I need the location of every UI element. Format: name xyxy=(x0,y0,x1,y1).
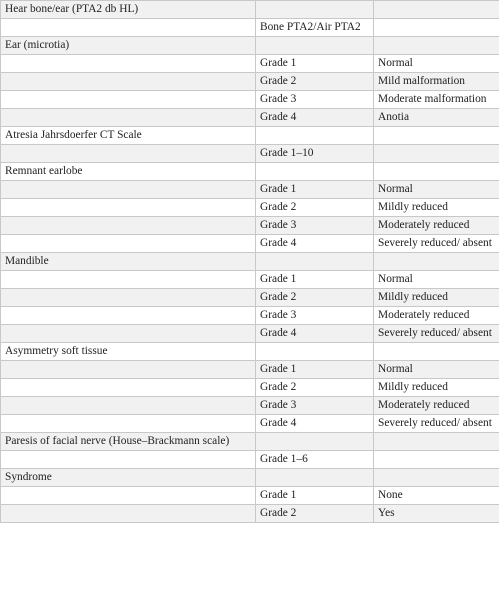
category-cell: Asymmetry soft tissue xyxy=(1,343,256,361)
grade-cell: Grade 4 xyxy=(256,325,374,343)
description-cell: Yes xyxy=(374,505,499,523)
grade-cell: Grade 2 xyxy=(256,505,374,523)
grade-cell: Bone PTA2/Air PTA2 xyxy=(256,19,374,37)
table-row xyxy=(1,235,499,253)
description-cell: Moderately reduced xyxy=(374,397,499,415)
description-cell xyxy=(374,469,499,487)
table-row xyxy=(1,1,499,19)
description-cell: Moderately reduced xyxy=(374,217,499,235)
description-cell xyxy=(374,1,499,19)
table-row xyxy=(1,343,499,361)
category-cell xyxy=(1,379,256,397)
category-cell xyxy=(1,325,256,343)
category-cell xyxy=(1,91,256,109)
description-cell: Mildly reduced xyxy=(374,199,499,217)
category-cell xyxy=(1,505,256,523)
grade-cell xyxy=(256,253,374,271)
description-cell: Normal xyxy=(374,181,499,199)
grade-cell: Grade 3 xyxy=(256,91,374,109)
grading-table-body xyxy=(1,1,499,523)
table-row xyxy=(1,127,499,145)
category-cell: Remnant earlobe xyxy=(1,163,256,181)
description-cell: Mildly reduced xyxy=(374,289,499,307)
category-cell: Mandible xyxy=(1,253,256,271)
category-cell: Hear bone/ear (PTA2 db HL) xyxy=(1,1,256,19)
table-row xyxy=(1,271,499,289)
grade-cell: Grade 1 xyxy=(256,55,374,73)
category-cell xyxy=(1,361,256,379)
grade-cell xyxy=(256,1,374,19)
category-cell: Paresis of facial nerve (House–Brackmann scale) xyxy=(1,433,256,451)
description-cell xyxy=(374,433,499,451)
description-cell: Normal xyxy=(374,361,499,379)
description-cell: None xyxy=(374,487,499,505)
table-row xyxy=(1,487,499,505)
category-cell: Ear (microtia) xyxy=(1,37,256,55)
description-cell: Normal xyxy=(374,271,499,289)
description-cell xyxy=(374,19,499,37)
grade-cell xyxy=(256,343,374,361)
grade-cell: Grade 1 xyxy=(256,361,374,379)
description-cell xyxy=(374,37,499,55)
grade-cell xyxy=(256,469,374,487)
table-row xyxy=(1,379,499,397)
table-row xyxy=(1,469,499,487)
table-row xyxy=(1,217,499,235)
category-cell xyxy=(1,487,256,505)
category-cell xyxy=(1,217,256,235)
table-row xyxy=(1,451,499,469)
grade-cell: Grade 1 xyxy=(256,271,374,289)
table-row xyxy=(1,181,499,199)
table-row xyxy=(1,361,499,379)
table-row xyxy=(1,397,499,415)
category-cell xyxy=(1,235,256,253)
grade-cell: Grade 4 xyxy=(256,415,374,433)
category-cell xyxy=(1,55,256,73)
description-cell xyxy=(374,451,499,469)
grade-cell xyxy=(256,37,374,55)
table-row xyxy=(1,19,499,37)
description-cell: Severely reduced/ absent xyxy=(374,415,499,433)
category-cell xyxy=(1,271,256,289)
category-cell xyxy=(1,109,256,127)
description-cell: Mild malformation xyxy=(374,73,499,91)
grade-cell: Grade 3 xyxy=(256,307,374,325)
description-cell: Severely reduced/ absent xyxy=(374,235,499,253)
table-row xyxy=(1,163,499,181)
grade-cell: Grade 1–6 xyxy=(256,451,374,469)
category-cell xyxy=(1,289,256,307)
grade-cell: Grade 2 xyxy=(256,379,374,397)
description-cell xyxy=(374,253,499,271)
grade-cell: Grade 4 xyxy=(256,235,374,253)
table-row xyxy=(1,325,499,343)
description-cell xyxy=(374,343,499,361)
category-cell xyxy=(1,19,256,37)
grade-cell: Grade 1 xyxy=(256,487,374,505)
table-row xyxy=(1,73,499,91)
table-row xyxy=(1,433,499,451)
category-cell xyxy=(1,199,256,217)
category-cell xyxy=(1,73,256,91)
grade-cell xyxy=(256,433,374,451)
grade-cell: Grade 3 xyxy=(256,397,374,415)
table-row xyxy=(1,91,499,109)
grade-cell: Grade 1 xyxy=(256,181,374,199)
category-cell xyxy=(1,415,256,433)
table-row xyxy=(1,289,499,307)
category-cell xyxy=(1,307,256,325)
table-row xyxy=(1,199,499,217)
grade-cell xyxy=(256,127,374,145)
description-cell: Moderately reduced xyxy=(374,307,499,325)
description-cell: Normal xyxy=(374,55,499,73)
description-cell xyxy=(374,145,499,163)
description-cell xyxy=(374,127,499,145)
description-cell: Severely reduced/ absent xyxy=(374,325,499,343)
table-row xyxy=(1,307,499,325)
grade-cell: Grade 3 xyxy=(256,217,374,235)
table-row xyxy=(1,109,499,127)
description-cell: Moderate malformation xyxy=(374,91,499,109)
grade-cell: Grade 2 xyxy=(256,73,374,91)
grade-cell: Grade 4 xyxy=(256,109,374,127)
description-cell: Anotia xyxy=(374,109,499,127)
category-cell xyxy=(1,451,256,469)
table-row xyxy=(1,505,499,523)
description-cell xyxy=(374,163,499,181)
grade-cell: Grade 2 xyxy=(256,199,374,217)
category-cell xyxy=(1,397,256,415)
category-cell xyxy=(1,181,256,199)
table-row xyxy=(1,37,499,55)
grade-cell: Grade 1–10 xyxy=(256,145,374,163)
category-cell: Atresia Jahrsdoerfer CT Scale xyxy=(1,127,256,145)
description-cell: Mildly reduced xyxy=(374,379,499,397)
category-cell xyxy=(1,145,256,163)
grade-cell: Grade 2 xyxy=(256,289,374,307)
grade-cell xyxy=(256,163,374,181)
category-cell: Syndrome xyxy=(1,469,256,487)
table-row xyxy=(1,145,499,163)
table-row xyxy=(1,253,499,271)
table-row xyxy=(1,415,499,433)
table-row xyxy=(1,55,499,73)
